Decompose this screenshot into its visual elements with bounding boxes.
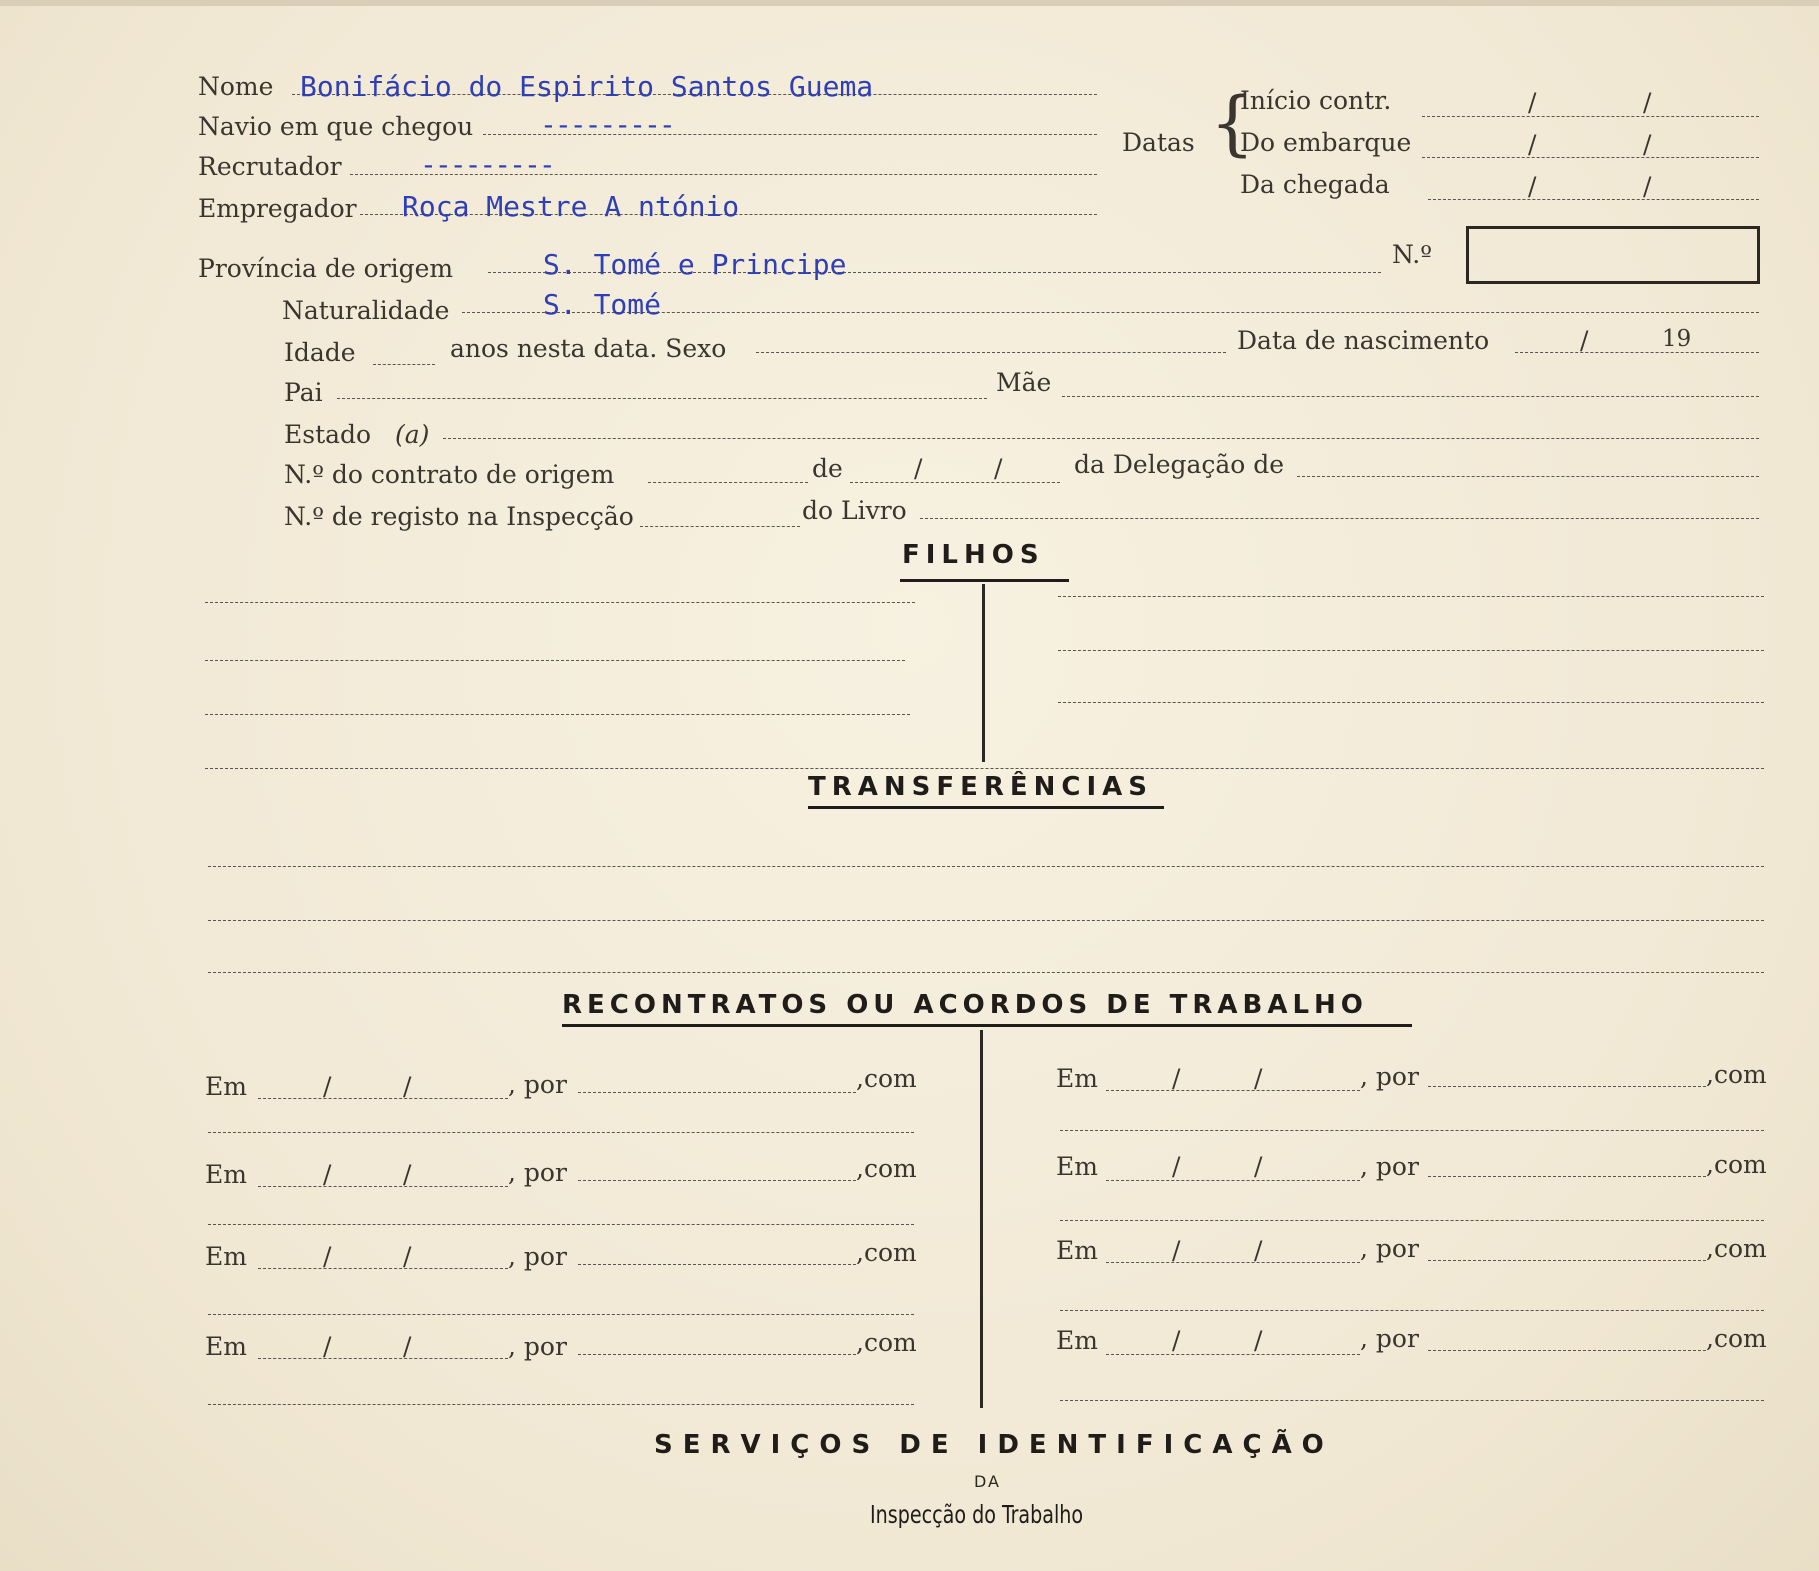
datas-inicio-label: Início contr. bbox=[1240, 86, 1392, 115]
datas-embarque-slash1: / bbox=[1528, 130, 1537, 159]
registo-livro: do Livro bbox=[802, 496, 907, 525]
com-label: ,com bbox=[856, 1154, 917, 1183]
datas-embarque-slash2: / bbox=[1643, 130, 1652, 159]
contrato-line bbox=[648, 482, 808, 483]
date-slash: / bbox=[323, 1242, 332, 1271]
com-line bbox=[208, 1132, 914, 1133]
navio-label: Navio em que chegou bbox=[198, 112, 474, 141]
date-slash: / bbox=[1172, 1236, 1181, 1265]
empregador-value: Roça Mestre A ntónio bbox=[402, 190, 740, 223]
recontratos-divider bbox=[980, 1030, 983, 1408]
por-line bbox=[578, 1354, 856, 1355]
contrato-delegacao: da Delegação de bbox=[1074, 450, 1285, 479]
nome-value: Bonifácio do Espirito Santos Guema bbox=[300, 70, 874, 103]
em-date-line bbox=[258, 1098, 508, 1099]
date-slash: / bbox=[1172, 1326, 1181, 1355]
footer-da: DA bbox=[974, 1472, 1001, 1491]
em-date-line bbox=[258, 1268, 508, 1269]
com-label: ,com bbox=[856, 1328, 917, 1357]
transferencias-line-1 bbox=[208, 866, 1764, 867]
em-date-line bbox=[1106, 1090, 1360, 1091]
filhos-left-line-2 bbox=[205, 660, 905, 661]
data-nascimento-year: 19 bbox=[1662, 326, 1692, 352]
contrato-label: N.º do contrato de origem bbox=[284, 460, 615, 489]
por-label: , por bbox=[1360, 1234, 1419, 1263]
por-line bbox=[1428, 1176, 1706, 1177]
estado-line bbox=[443, 438, 1759, 439]
em-date-line bbox=[1106, 1262, 1360, 1263]
numero-box bbox=[1466, 226, 1760, 284]
date-slash: / bbox=[1254, 1236, 1263, 1265]
filhos-right-line-2 bbox=[1058, 650, 1764, 651]
date-slash: / bbox=[403, 1242, 412, 1271]
com-line bbox=[1060, 1310, 1764, 1311]
datas-label: Datas bbox=[1122, 128, 1195, 157]
por-line bbox=[1428, 1350, 1706, 1351]
delegacao-line bbox=[1297, 476, 1759, 477]
pai-line bbox=[337, 398, 987, 399]
em-date-line bbox=[258, 1358, 508, 1359]
data-nascimento-line bbox=[1515, 352, 1759, 353]
recontratos-heading: RECONTRATOS OU ACORDOS DE TRABALHO bbox=[562, 990, 1368, 1020]
date-slash: / bbox=[1172, 1152, 1181, 1181]
filhos-left-line-3 bbox=[205, 714, 910, 715]
por-line bbox=[578, 1092, 856, 1093]
em-label: Em bbox=[205, 1160, 247, 1189]
mae-line bbox=[1062, 396, 1759, 397]
com-label: ,com bbox=[1706, 1324, 1767, 1353]
datas-embarque-line bbox=[1422, 157, 1759, 158]
empregador-label: Empregador bbox=[198, 194, 357, 223]
com-line bbox=[208, 1404, 914, 1405]
por-label: , por bbox=[1360, 1324, 1419, 1353]
com-label: ,com bbox=[1706, 1234, 1767, 1263]
pai-label: Pai bbox=[284, 378, 323, 407]
datas-chegada-label: Da chegada bbox=[1240, 170, 1390, 199]
nome-label: Nome bbox=[198, 72, 274, 101]
registo-label: N.º de registo na Inspecção bbox=[284, 502, 634, 531]
filhos-right-line-1 bbox=[1058, 596, 1764, 597]
provincia-label: Província de origem bbox=[198, 254, 454, 283]
por-label: , por bbox=[1360, 1062, 1419, 1091]
estado-note: (a) bbox=[395, 420, 430, 449]
contrato-slash2: / bbox=[994, 454, 1003, 483]
recrutador-value: --------- bbox=[420, 148, 554, 181]
filhos-underline bbox=[900, 579, 1069, 582]
transferencias-underline bbox=[808, 806, 1164, 809]
contrato-date-line bbox=[850, 482, 1060, 483]
filhos-bottom-line bbox=[205, 768, 1764, 769]
recrutador-label: Recrutador bbox=[198, 152, 342, 181]
por-label: , por bbox=[508, 1070, 567, 1099]
filhos-divider bbox=[982, 584, 985, 762]
date-slash: / bbox=[403, 1160, 412, 1189]
navio-value: --------- bbox=[540, 108, 674, 141]
com-line bbox=[1060, 1400, 1764, 1401]
datas-inicio-slash2: / bbox=[1643, 88, 1652, 117]
em-label: Em bbox=[1056, 1236, 1098, 1265]
mae-label: Mãe bbox=[996, 368, 1052, 397]
idade-label: Idade bbox=[284, 338, 356, 367]
filhos-left-line-1 bbox=[205, 602, 915, 603]
datas-inicio-slash1: / bbox=[1528, 88, 1537, 117]
por-label: , por bbox=[508, 1158, 567, 1187]
date-slash: / bbox=[323, 1072, 332, 1101]
date-slash: / bbox=[403, 1332, 412, 1361]
com-label: ,com bbox=[1706, 1150, 1767, 1179]
date-slash: / bbox=[1172, 1064, 1181, 1093]
date-slash: / bbox=[323, 1332, 332, 1361]
livro-line bbox=[920, 518, 1759, 519]
em-label: Em bbox=[205, 1242, 247, 1271]
idade-line bbox=[373, 364, 435, 365]
com-line bbox=[1060, 1220, 1764, 1221]
com-label: ,com bbox=[1706, 1060, 1767, 1089]
em-label: Em bbox=[1056, 1326, 1098, 1355]
em-date-line bbox=[258, 1186, 508, 1187]
por-label: , por bbox=[508, 1332, 567, 1361]
datas-chegada-slash1: / bbox=[1528, 172, 1537, 201]
provincia-value: S. Tomé e Principe bbox=[543, 248, 847, 281]
transferencias-line-3 bbox=[208, 972, 1764, 973]
com-label: ,com bbox=[856, 1238, 917, 1267]
data-nascimento-label: Data de nascimento bbox=[1237, 326, 1490, 355]
numero-label: N.º bbox=[1392, 240, 1432, 269]
por-line bbox=[1428, 1086, 1706, 1087]
filhos-right-line-3 bbox=[1058, 702, 1764, 703]
com-line bbox=[1060, 1130, 1764, 1131]
em-date-line bbox=[1106, 1180, 1360, 1181]
com-line bbox=[208, 1314, 914, 1315]
datas-embarque-label: Do embarque bbox=[1240, 128, 1412, 157]
filhos-heading: FILHOS bbox=[902, 540, 1045, 570]
contrato-de: de bbox=[812, 454, 843, 483]
naturalidade-label: Naturalidade bbox=[282, 296, 450, 325]
contrato-slash1: / bbox=[914, 454, 923, 483]
por-line bbox=[578, 1264, 856, 1265]
com-label: ,com bbox=[856, 1064, 917, 1093]
por-line bbox=[1428, 1260, 1706, 1261]
date-slash: / bbox=[1254, 1326, 1263, 1355]
date-slash: / bbox=[1254, 1152, 1263, 1181]
datas-brace: { bbox=[1210, 82, 1255, 164]
por-label: , por bbox=[508, 1242, 567, 1271]
em-label: Em bbox=[205, 1072, 247, 1101]
em-label: Em bbox=[1056, 1152, 1098, 1181]
sexo-line bbox=[756, 352, 1226, 353]
paper-edge bbox=[0, 0, 1819, 6]
estado-label: Estado bbox=[284, 420, 372, 449]
date-slash: / bbox=[1254, 1064, 1263, 1093]
datas-inicio-line bbox=[1422, 116, 1759, 117]
datas-chegada-line bbox=[1428, 199, 1759, 200]
footer-inspeccao: Inspecção do Trabalho bbox=[870, 1500, 1084, 1529]
transferencias-heading: TRANSFERÊNCIAS bbox=[808, 772, 1154, 802]
em-label: Em bbox=[205, 1332, 247, 1361]
date-slash: / bbox=[323, 1160, 332, 1189]
footer-title: SERVIÇOS DE IDENTIFICAÇÃO bbox=[654, 1430, 1334, 1460]
registo-line bbox=[640, 526, 800, 527]
idade-suffix: anos nesta data. Sexo bbox=[450, 334, 727, 363]
datas-chegada-slash2: / bbox=[1643, 172, 1652, 201]
data-nascimento-slash: / bbox=[1580, 326, 1589, 355]
transferencias-line-2 bbox=[208, 920, 1764, 921]
em-date-line bbox=[1106, 1354, 1360, 1355]
por-label: , por bbox=[1360, 1152, 1419, 1181]
recontratos-underline bbox=[562, 1024, 1412, 1027]
em-label: Em bbox=[1056, 1064, 1098, 1093]
naturalidade-value: S. Tomé bbox=[543, 288, 662, 321]
date-slash: / bbox=[403, 1072, 412, 1101]
por-line bbox=[578, 1180, 856, 1181]
com-line bbox=[208, 1224, 914, 1225]
